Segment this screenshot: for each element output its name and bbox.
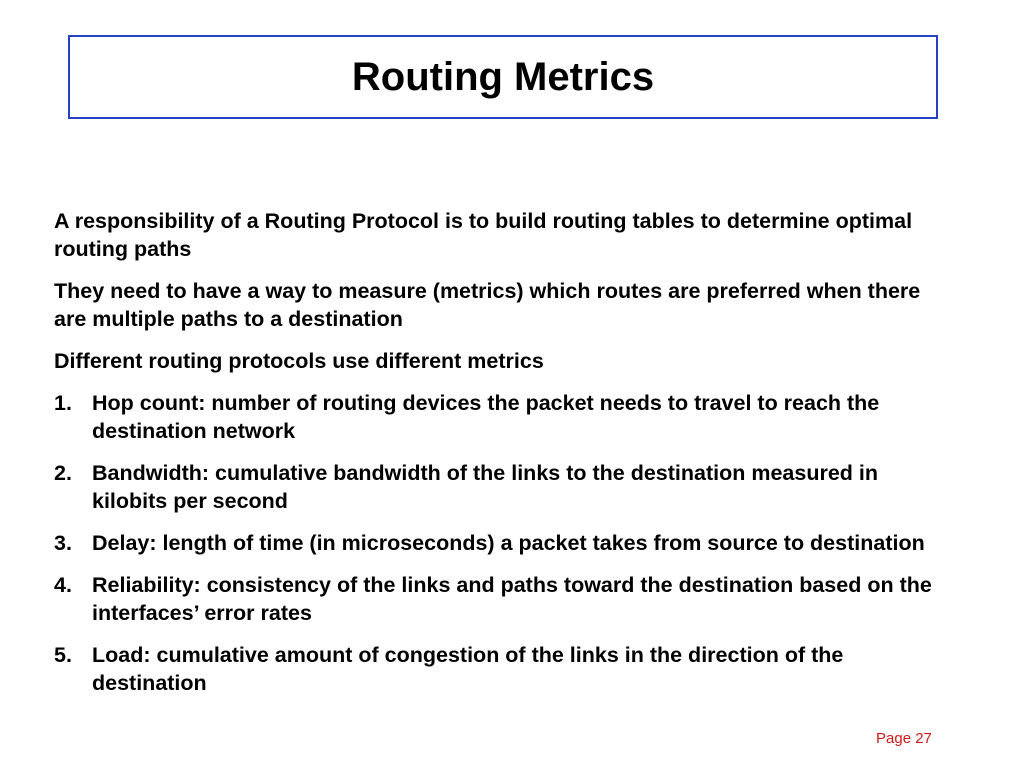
list-item (54, 529, 954, 557)
list-item-text: Bandwidth: cumulative bandwidth of the links to the destination measured in kilobits per second (92, 461, 878, 513)
list-item-number: 3. (54, 531, 72, 555)
list-item (54, 571, 954, 627)
list-item-number: 2. (54, 461, 72, 485)
list-item-text: Load: cumulative amount of congestion of the links in the direction of the destination (92, 643, 844, 695)
metrics-list (54, 389, 954, 697)
body-paragraph: Different routing protocols use different metrics (54, 349, 544, 373)
body-paragraph: They need to have a way to measure (metrics) which routes are preferred when there are multiple paths to a destination (54, 279, 921, 331)
list-item-text: Reliability: consistency of the links and paths toward the destination based on the interfaces’ error rates (92, 573, 932, 625)
list-item (54, 459, 954, 515)
body-paragraph: A responsibility of a Routing Protocol is to build routing tables to determine optimal routing paths (54, 209, 913, 261)
slide-title: Routing Metrics (351, 55, 655, 99)
list-item-text: Delay: length of time (in microseconds) a packet takes from source to destination (92, 531, 925, 555)
page-number: Page 27 (876, 730, 932, 747)
list-item-number: 5. (54, 643, 72, 667)
list-item-number: 1. (54, 391, 72, 415)
slide-body (54, 207, 954, 697)
list-item-number: 4. (54, 573, 72, 597)
list-item-text: Hop count: number of routing devices the packet needs to travel to reach the destination network (92, 391, 880, 443)
title-box (68, 35, 938, 119)
list-item (54, 389, 954, 445)
list-item (54, 641, 954, 697)
